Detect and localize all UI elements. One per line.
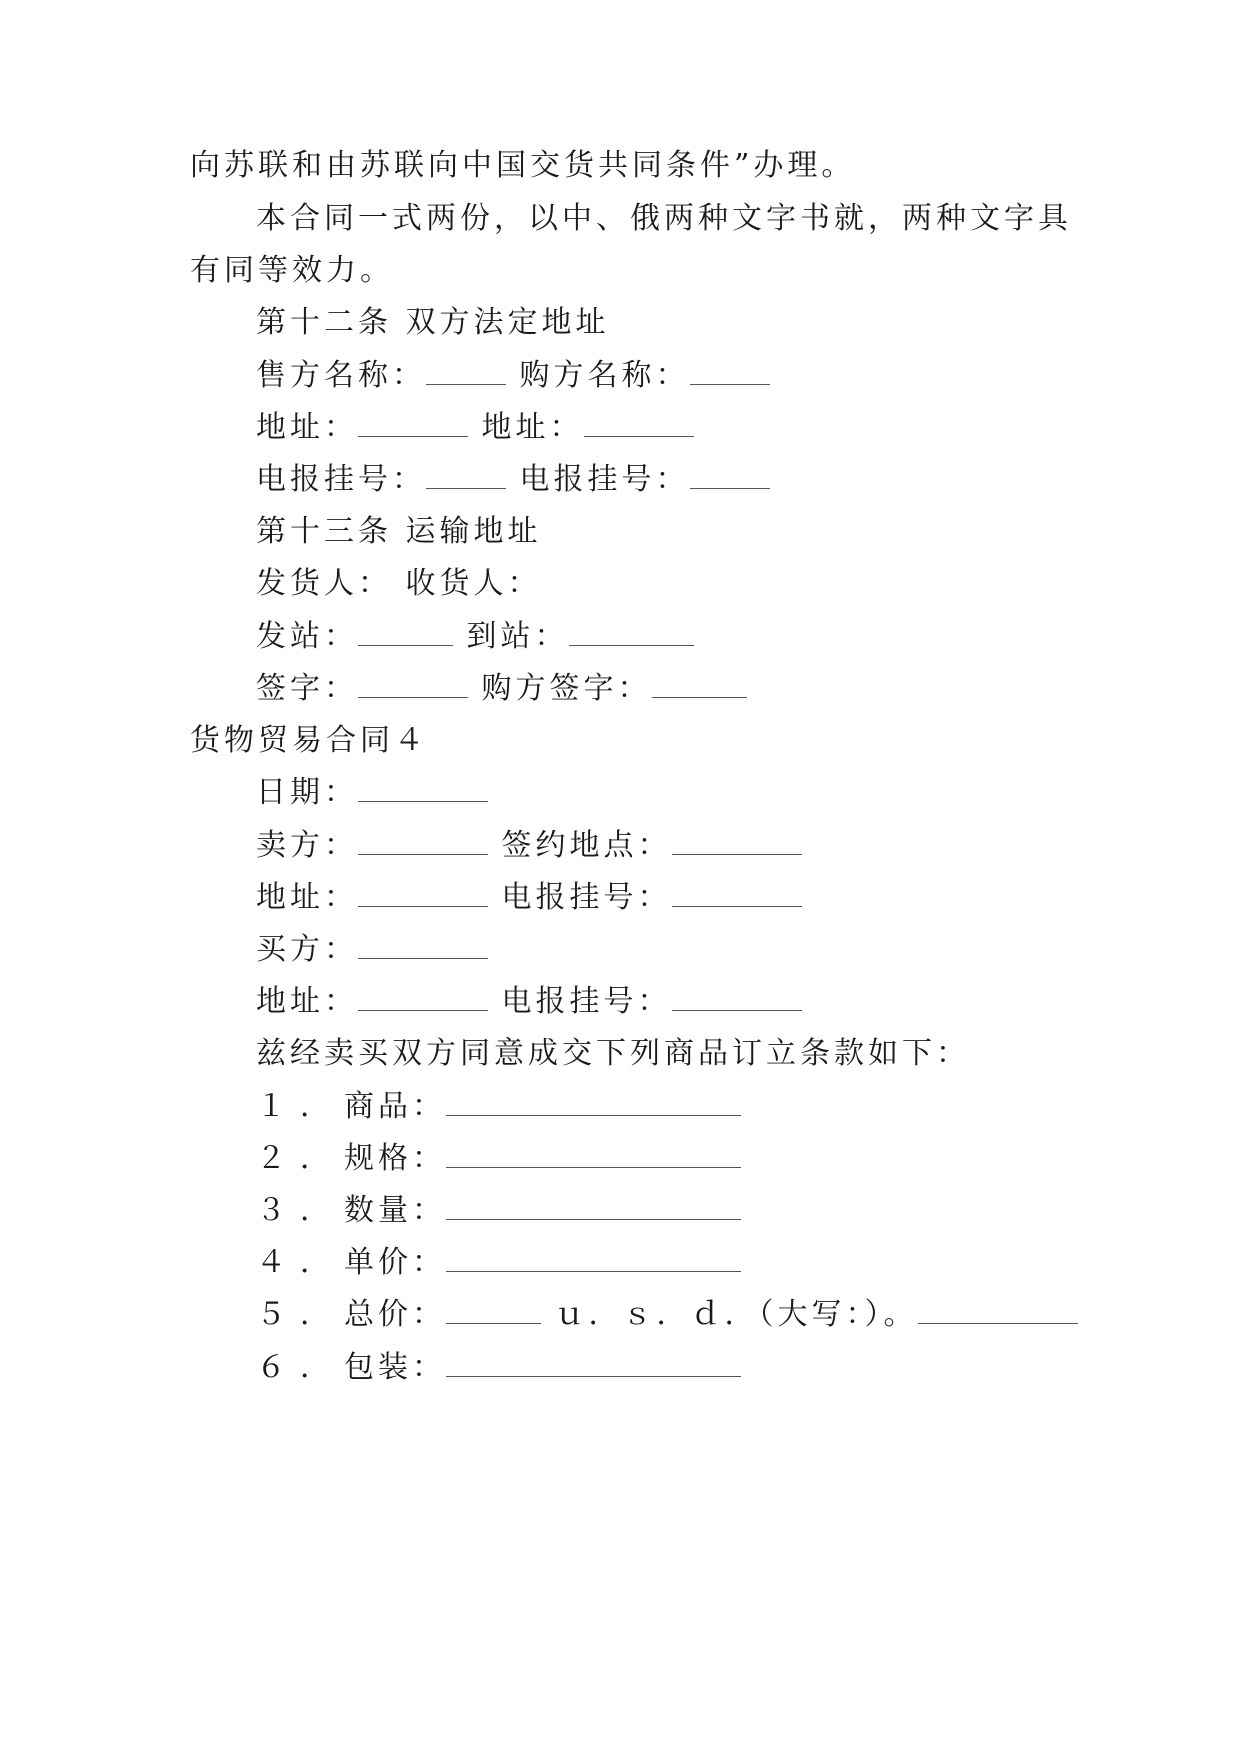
seller-blank [358,828,488,855]
buyer-row [256,930,488,970]
from-station-label: 发站： [256,619,358,654]
article-heading: 第十三条 运输地址 [256,514,542,549]
list-item [256,1191,741,1231]
item-blank [446,1245,741,1272]
address-blank [358,880,488,907]
buyer-blank [358,932,488,959]
station-row [256,617,694,657]
list-item [256,1139,741,1179]
seller-label: 卖方： [256,828,358,863]
buyer-name-label: 购方名称： [519,358,690,393]
cable-row [256,460,770,500]
seller-name-blank [426,358,506,385]
buyer-signature-blank [652,671,747,698]
paragraph-text: 本合同一式两份，以中、俄两种文字书就，两种文字具 [256,201,1072,236]
address-row [256,408,694,448]
item-label: 规格： [344,1141,446,1176]
address-blank [584,410,694,437]
address-blank [358,984,488,1011]
item-number: ５． [256,1297,344,1332]
sign-place-label: 签约地点： [501,828,672,863]
item-label: 单价： [344,1245,446,1280]
cable-label: 电报挂号： [519,462,690,497]
cable-label: 电报挂号： [256,462,426,497]
buyer-name-blank [690,358,770,385]
date-blank [358,775,488,802]
item-label: 数量： [344,1193,446,1228]
amount-in-words-blank [918,1297,1078,1324]
from-station-blank [358,619,453,646]
list-item [256,1243,741,1283]
date-label: 日期： [256,775,358,810]
buyer-label: 买方： [256,932,358,967]
signature-row [256,669,747,709]
to-station-label: 到站： [466,619,569,654]
address-label: 地址： [256,410,358,445]
item-blank [446,1193,741,1220]
article-heading: 第十二条 双方法定地址 [256,305,610,340]
cable-blank [690,462,770,489]
item-number: ３． [256,1193,344,1228]
address-blank [358,410,468,437]
cable-label: 电报挂号： [501,984,672,1019]
seller-row [256,826,802,866]
address-label: 地址： [256,984,358,1019]
party-names-row [256,356,770,396]
paragraph-text: 有同等效力。 [190,253,394,288]
item-blank [446,1089,741,1116]
date-row [256,773,488,813]
buyer-signature-label: 购方签字： [481,671,652,706]
item-blank [446,1350,741,1377]
contract-title: 货物贸易合同４ [190,723,428,758]
item-number: ４． [256,1245,344,1280]
consignor-label: 发货人： [256,566,392,601]
address-label: 地址： [256,880,358,915]
cable-blank [672,984,802,1011]
list-item [256,1295,1078,1335]
address-label: 地址： [481,410,584,445]
signature-blank [358,671,468,698]
cable-label: 电报挂号： [501,880,672,915]
item-number: ６． [256,1350,344,1385]
item-number: ２． [256,1141,344,1176]
list-item [256,1087,741,1127]
cable-blank [672,880,802,907]
paragraph-text: 向苏联和由苏联向中国交货共同条件”办理。 [190,148,856,183]
usd-label: ｕ．ｓ．ｄ． [554,1297,759,1332]
item-label: 商品： [344,1089,446,1124]
amount-in-words-label: （大写：）。 [758,1297,918,1332]
seller-address-row [256,878,802,918]
item-label: 总价： [344,1297,446,1332]
item-number: １． [256,1089,344,1124]
total-price-blank [446,1297,541,1324]
contract-intro: 兹经卖买双方同意成交下列商品订立条款如下： [256,1036,970,1071]
item-blank [446,1141,741,1168]
consignor-row [256,564,542,604]
cable-blank [426,462,506,489]
seller-name-label: 售方名称： [256,358,426,393]
buyer-address-row [256,982,802,1022]
list-item [256,1348,741,1388]
signature-label: 签字： [256,671,358,706]
consignee-label: 收货人： [405,566,542,601]
to-station-blank [569,619,694,646]
sign-place-blank [672,828,802,855]
item-label: 包装： [344,1350,446,1385]
